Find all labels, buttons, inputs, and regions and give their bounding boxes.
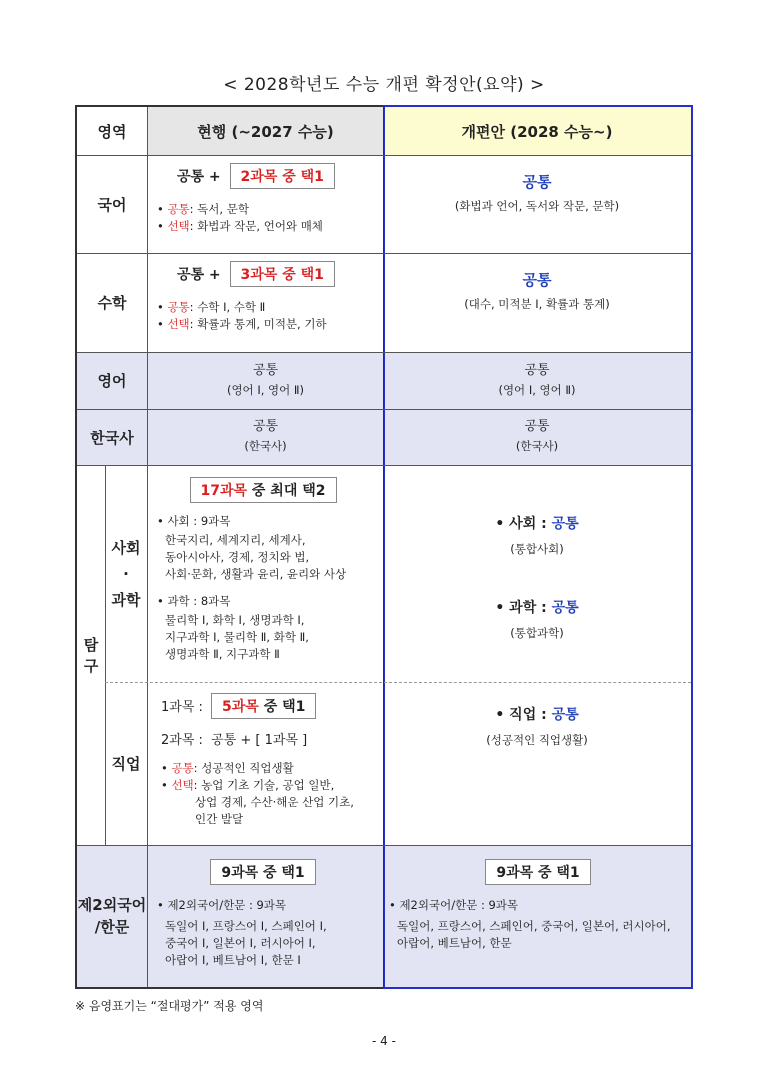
korean-reform-title: 공통 bbox=[522, 173, 552, 191]
science-reform-value: 공통 bbox=[551, 600, 579, 616]
social-science-current bbox=[157, 477, 379, 663]
sub-science: 과학 bbox=[111, 590, 141, 609]
history-reform-title: 공통 bbox=[524, 419, 550, 434]
vocational-select-text-2: 상업 경제, 수산·해운 산업 기초, bbox=[195, 795, 354, 809]
vocational-select-text-1: : 농업 기초 기술, 공업 일반, bbox=[193, 778, 335, 792]
history-current-detail: (한국사) bbox=[244, 439, 287, 453]
sub-social: 사회 bbox=[111, 538, 141, 557]
second-foreign-current-list-1: 독일어 Ⅰ, 프랑스어 Ⅰ, 스페인어 Ⅰ, bbox=[165, 919, 327, 933]
korean-select-text: : 화법과 작문, 언어와 매체 bbox=[189, 219, 323, 233]
area-math: 수학 bbox=[97, 294, 127, 312]
vocational-reform-detail: (성공적인 직업생활) bbox=[486, 733, 588, 747]
social-reform-detail: (통합사회) bbox=[510, 542, 564, 556]
vocational-select-label: 선택 bbox=[171, 778, 194, 792]
area-history: 한국사 bbox=[90, 428, 134, 447]
korean-current-prefix: 공통 + bbox=[177, 169, 221, 185]
sub-dot: · bbox=[123, 564, 129, 583]
area-inquiry-2: 구 bbox=[83, 657, 99, 675]
science-reform-label: • 과학 : bbox=[495, 600, 547, 616]
english-current bbox=[148, 359, 383, 398]
header-area: 영역 bbox=[97, 122, 127, 141]
vocational-select-text-3: 인간 발달 bbox=[195, 812, 244, 826]
history-current-title: 공통 bbox=[252, 419, 279, 434]
science-list-2: 지구과학 Ⅰ, 물리학 Ⅱ, 화학 Ⅱ, bbox=[165, 630, 309, 644]
second-foreign-reform bbox=[389, 859, 687, 952]
social-head: • 사회 : 9과목 bbox=[157, 514, 231, 528]
science-head: • 과학 : 8과목 bbox=[157, 594, 231, 608]
vocational-line2: 2과목 : 공통 + [ 1과목 ] bbox=[161, 733, 308, 748]
second-foreign-current-head: • 제2외국어/한문 : 9과목 bbox=[157, 898, 287, 912]
header-current: 현행 (~2027 수능) bbox=[197, 122, 334, 141]
math-select-text: : 확률과 통계, 미적분, 기하 bbox=[189, 317, 327, 331]
footnote: ※ 음영표기는 “절대평가” 적용 영역 bbox=[75, 999, 264, 1013]
second-foreign-reform-list-2: 아랍어, 베트남어, 한문 bbox=[397, 936, 512, 950]
social-reform-label: • 사회 : bbox=[495, 516, 547, 532]
math-select-label: 선택 bbox=[167, 317, 190, 331]
korean-common-label: 공통 bbox=[167, 202, 190, 216]
vocational-reform bbox=[383, 704, 691, 748]
sub-social-science bbox=[105, 465, 147, 682]
science-reform bbox=[383, 597, 691, 641]
area-second-foreign-2: /한문 bbox=[94, 918, 130, 936]
english-reform bbox=[383, 359, 691, 398]
second-foreign-current bbox=[157, 859, 379, 969]
second-foreign-reform-box: 9과목 중 택1 bbox=[485, 859, 590, 885]
math-common-label: 공통 bbox=[167, 300, 190, 314]
page-number: - 4 - bbox=[372, 1034, 396, 1048]
math-reform-title: 공통 bbox=[522, 271, 552, 289]
english-reform-detail: (영어 Ⅰ, 영어 Ⅱ) bbox=[498, 383, 576, 397]
vocational-reform-label: • 직업 : bbox=[495, 707, 547, 723]
vocational-reform-value: 공통 bbox=[551, 707, 579, 723]
area-korean: 국어 bbox=[97, 195, 127, 214]
sub-vocational: 직업 bbox=[111, 755, 141, 773]
korean-current-box: 2과목 중 택1 bbox=[230, 163, 335, 189]
second-foreign-current-box: 9과목 중 택1 bbox=[210, 859, 315, 885]
social-science-box: 17과목 중 최대 택2 bbox=[190, 477, 337, 503]
english-current-title: 공통 bbox=[252, 363, 279, 378]
math-common-text: : 수학 Ⅰ, 수학 Ⅱ bbox=[189, 300, 266, 314]
math-current: 공통 + 3과목 중 택1 • 공통: 수학 Ⅰ, 수학 Ⅱ • 선택: 확률과 통계, 미적분, 기하 bbox=[157, 261, 377, 333]
english-reform-title: 공통 bbox=[524, 363, 550, 378]
history-reform-detail: (한국사) bbox=[515, 439, 559, 453]
korean-select-label: 선택 bbox=[167, 219, 190, 233]
math-reform-detail: (대수, 미적분 Ⅰ, 확률과 통계) bbox=[464, 297, 610, 311]
area-inquiry-1: 탐 bbox=[83, 636, 99, 654]
social-reform bbox=[383, 513, 691, 557]
science-list-3: 생명과학 Ⅱ, 지구과학 Ⅱ bbox=[165, 647, 280, 661]
second-foreign-current-list-3: 아랍어 Ⅰ, 베트남어 Ⅰ, 한문 Ⅰ bbox=[165, 953, 301, 967]
korean-reform-detail: (화법과 언어, 독서와 작문, 문학) bbox=[454, 199, 620, 213]
vocational-current: 1과목 : 5과목 중 택1 2과목 : 공통 + [ 1과목 ] • 공통: 성공적인 직업생활 • 선택: 농업 기초 기술, 공업 일반, 상업 경제, 수산·해운 산업 기초, 인간 발달 bbox=[161, 693, 381, 828]
science-list-1: 물리학 Ⅰ, 화학 Ⅰ, 생명과학 Ⅰ, bbox=[165, 613, 305, 627]
header-reform: 개편안 (2028 수능~) bbox=[461, 122, 613, 141]
social-list-1: 한국지리, 세계지리, 세계사, bbox=[165, 533, 306, 547]
area-second-foreign bbox=[77, 845, 147, 987]
area-second-foreign-1: 제2외국어 bbox=[77, 896, 147, 914]
english-current-detail: (영어 Ⅰ, 영어 Ⅱ) bbox=[226, 383, 305, 397]
vocational-box: 5과목 중 택1 bbox=[211, 693, 316, 719]
social-list-2: 동아시아사, 경제, 정치와 법, bbox=[165, 550, 310, 564]
second-foreign-current-list-2: 중국어 Ⅰ, 일본어 Ⅰ, 러시아어 Ⅰ, bbox=[165, 936, 316, 950]
second-foreign-reform-head: • 제2외국어/한문 : 9과목 bbox=[389, 898, 519, 912]
vocational-common-label: 공통 bbox=[171, 761, 194, 775]
vocational-line1-prefix: 1과목 : bbox=[161, 700, 203, 715]
social-reform-value: 공통 bbox=[551, 516, 579, 532]
math-reform bbox=[383, 269, 691, 312]
korean-common-text: : 독서, 문학 bbox=[189, 202, 249, 216]
area-english: 영어 bbox=[97, 372, 127, 390]
comparison-table bbox=[75, 105, 693, 989]
korean-reform bbox=[383, 171, 691, 214]
history-current bbox=[148, 415, 383, 454]
math-current-prefix: 공통 + bbox=[177, 267, 221, 283]
korean-current: 공통 + 2과목 중 택1 • 공통: 독서, 문학 • 선택: 화법과 작문, 언어와 매체 bbox=[157, 163, 377, 235]
science-reform-detail: (통합과학) bbox=[510, 626, 564, 640]
vocational-common-text: : 성공적인 직업생활 bbox=[193, 761, 294, 775]
math-current-box: 3과목 중 택1 bbox=[230, 261, 335, 287]
area-inquiry bbox=[77, 465, 105, 845]
social-list-3: 사회·문화, 생활과 윤리, 윤리와 사상 bbox=[165, 567, 347, 581]
second-foreign-reform-list-1: 독일어, 프랑스어, 스페인어, 중국어, 일본어, 러시아어, bbox=[397, 919, 671, 933]
document-title: < 2028학년도 수능 개편 확정안(요약) > bbox=[223, 75, 545, 95]
history-reform bbox=[383, 415, 691, 454]
